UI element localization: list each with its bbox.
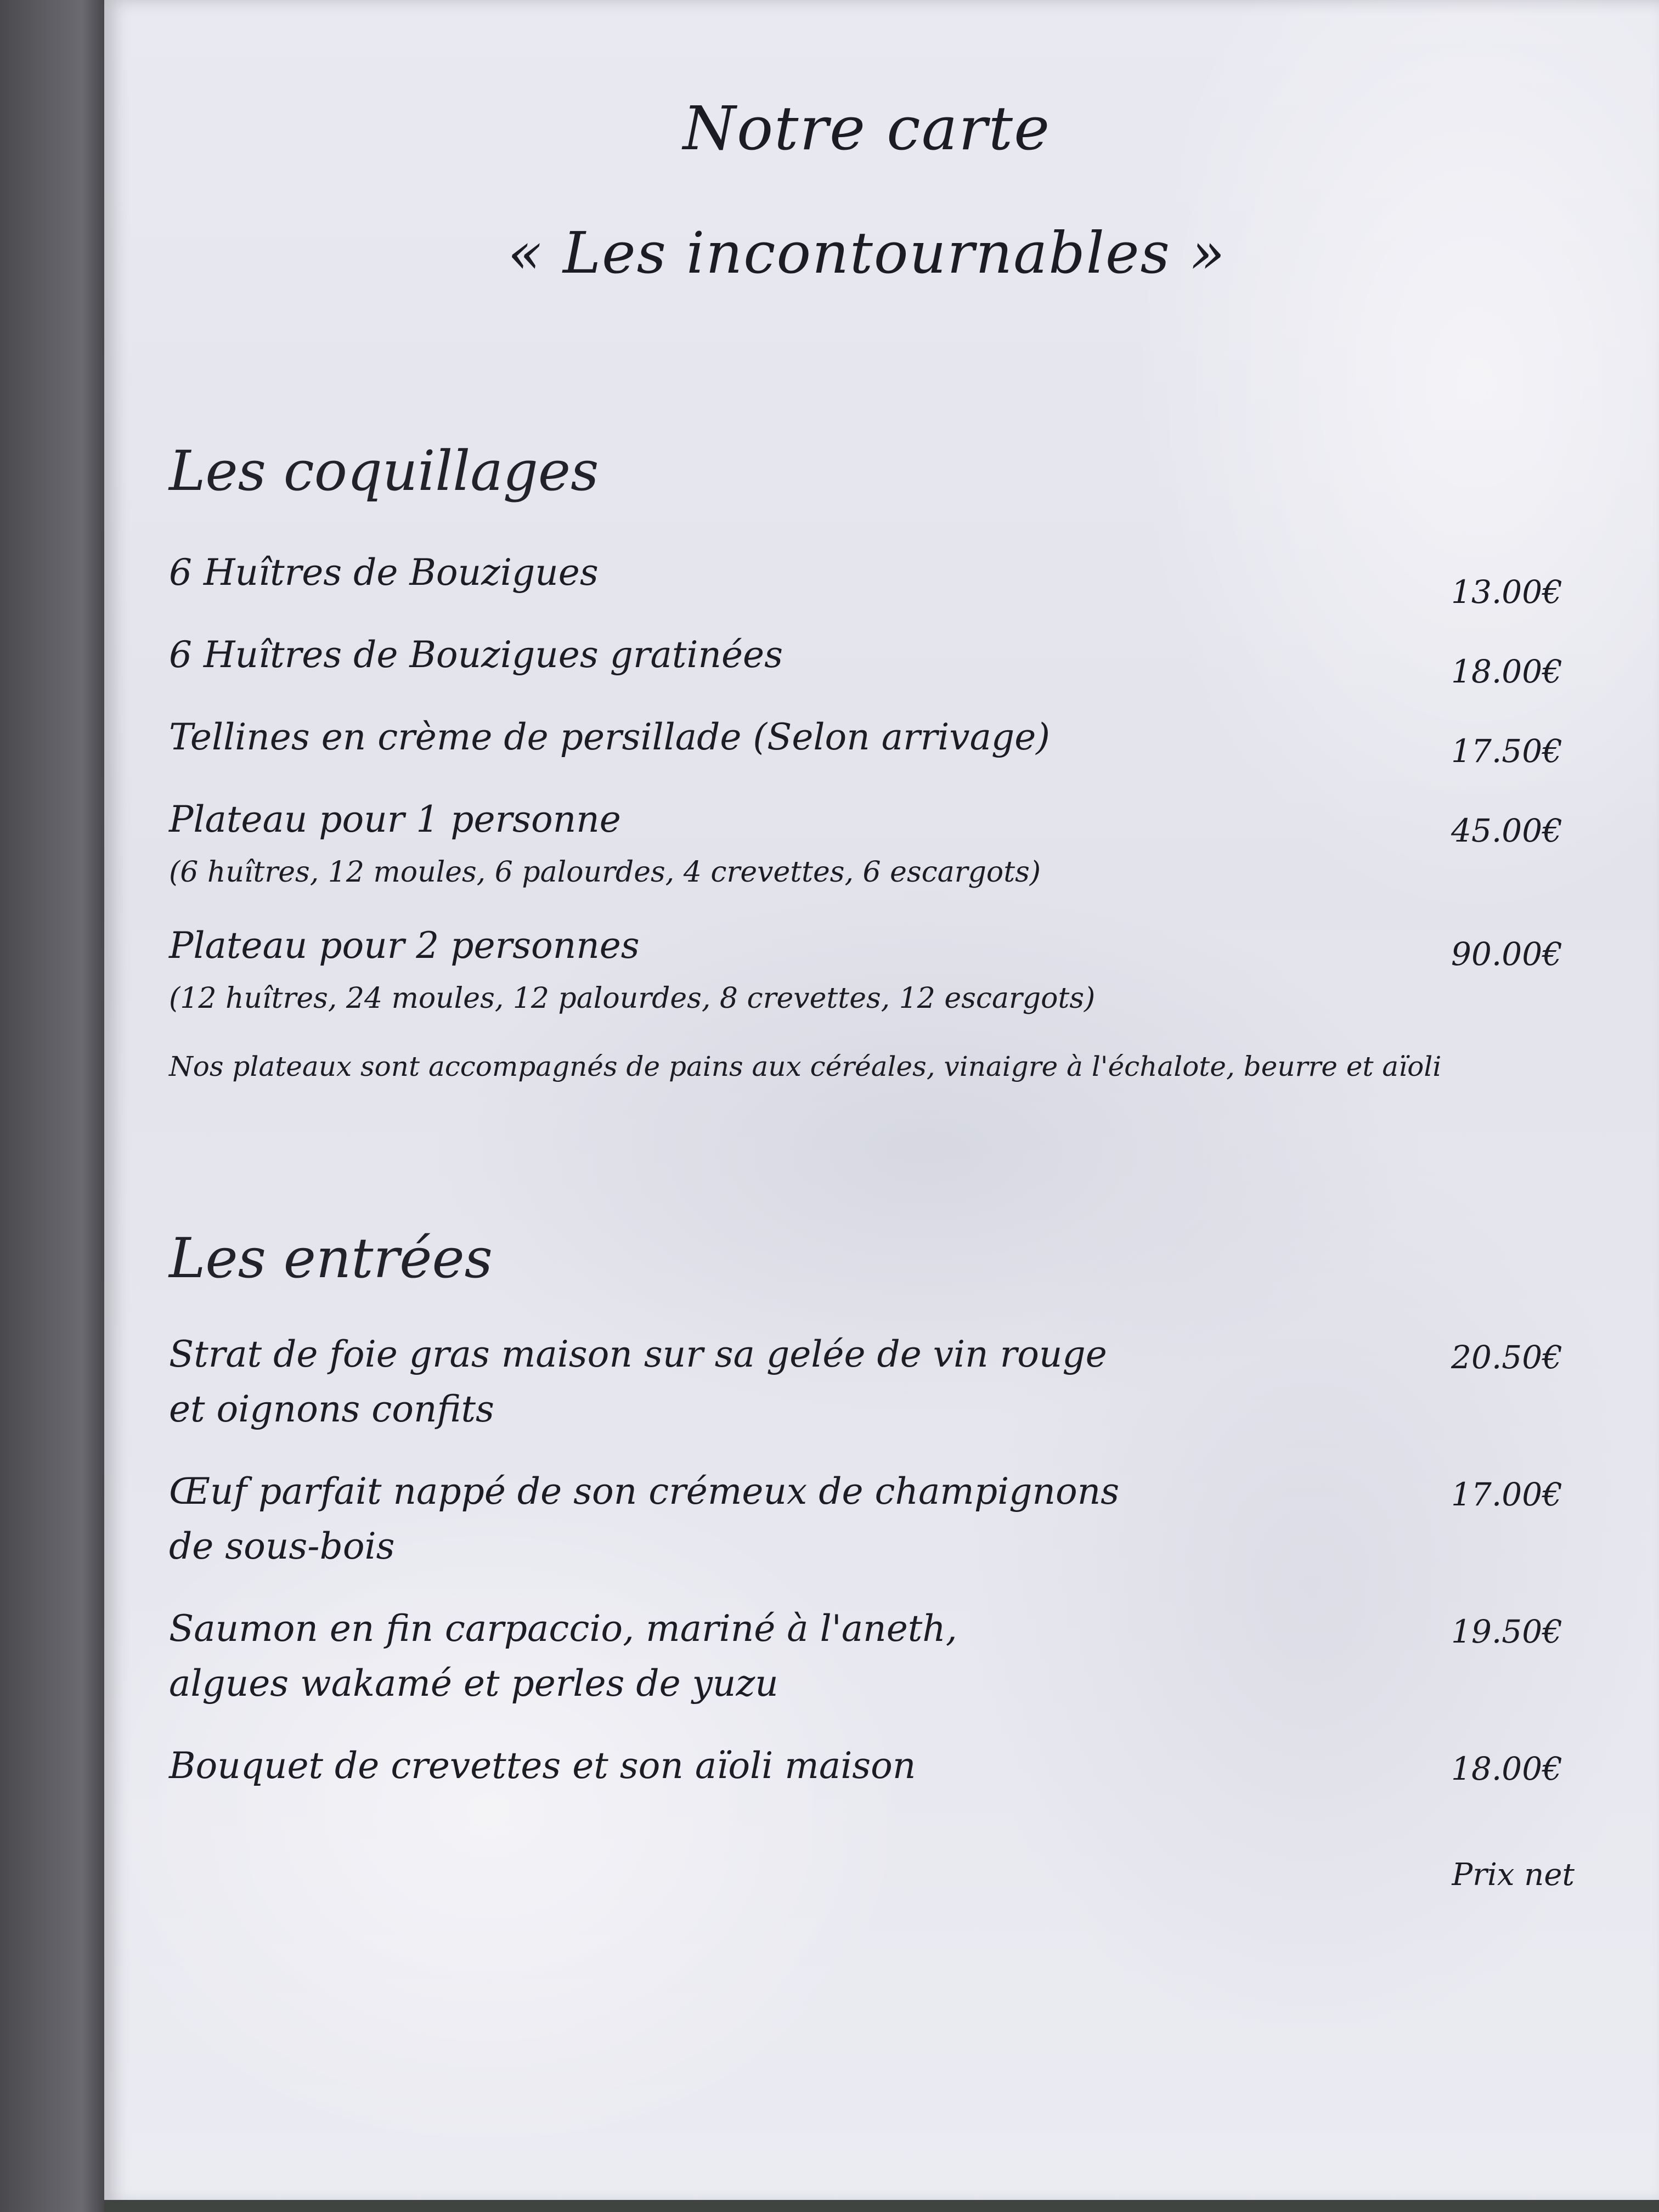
page-bottom-edge: [104, 2200, 1659, 2212]
item-price: 17.00€: [1451, 1476, 1562, 1513]
menu-item: [169, 634, 1562, 705]
item-price: 90.00€: [1451, 935, 1562, 973]
menu-item: [169, 1607, 1562, 1705]
menu-item: [169, 1333, 1562, 1430]
item-name: Bouquet de crevettes et son aïoli maison: [169, 1745, 916, 1787]
item-description: (6 huîtres, 12 moules, 6 palourdes, 4 crevettes, 6 escargots): [169, 856, 1041, 889]
menu-title: Notre carte: [682, 93, 1051, 163]
item-price: 45.00€: [1451, 812, 1562, 849]
item-name: Strat de foie gras maison sur sa gelée de vin rouge: [169, 1333, 1107, 1375]
item-name: 6 Huîtres de Bouzigues: [169, 551, 599, 594]
menu-item: [169, 798, 1562, 889]
menu-page: [104, 0, 1659, 2205]
item-price: 18.00€: [1451, 1750, 1562, 1787]
item-name: Œuf parfait nappé de son crémeux de champignons: [169, 1470, 1120, 1513]
menu-content: [159, 0, 1575, 2194]
menu-item: [169, 551, 1562, 623]
menu-item: [169, 1745, 1562, 1816]
item-name: Plateau pour 1 personne: [169, 798, 621, 840]
item-price: 17.50€: [1451, 732, 1562, 770]
item-description: (12 huîtres, 24 moules, 12 palourdes, 8 crevettes, 12 escargots): [169, 982, 1096, 1015]
menu-item: [169, 716, 1562, 787]
menu-item: [169, 924, 1562, 1015]
menu-subtitle: « Les incontournables »: [507, 219, 1226, 286]
section-title-entrees: Les entrées: [169, 1226, 493, 1290]
menu-item: [169, 1470, 1562, 1567]
item-price: 20.50€: [1451, 1339, 1562, 1376]
item-description: de sous-bois: [169, 1525, 395, 1567]
item-description: algues wakamé et perles de yuzu: [169, 1662, 778, 1705]
platter-note: Nos plateaux sont accompagnés de pains aux céréales, vinaigre à l'échalote, beurre et aïoli: [169, 1051, 1442, 1082]
price-note: Prix net: [1452, 1857, 1575, 1893]
item-price: 18.00€: [1451, 653, 1562, 690]
item-name: Saumon en fin carpaccio, mariné à l'aneth,: [169, 1607, 957, 1650]
item-name: Tellines en crème de persillade (Selon arrivage): [169, 716, 1051, 758]
item-name: Plateau pour 2 personnes: [169, 924, 640, 967]
item-description: et oignons confits: [169, 1388, 494, 1430]
item-price: 13.00€: [1451, 573, 1562, 611]
section-title-coquillages: Les coquillages: [169, 439, 599, 503]
item-name: 6 Huîtres de Bouzigues gratinées: [169, 634, 783, 676]
item-price: 19.50€: [1451, 1613, 1562, 1650]
